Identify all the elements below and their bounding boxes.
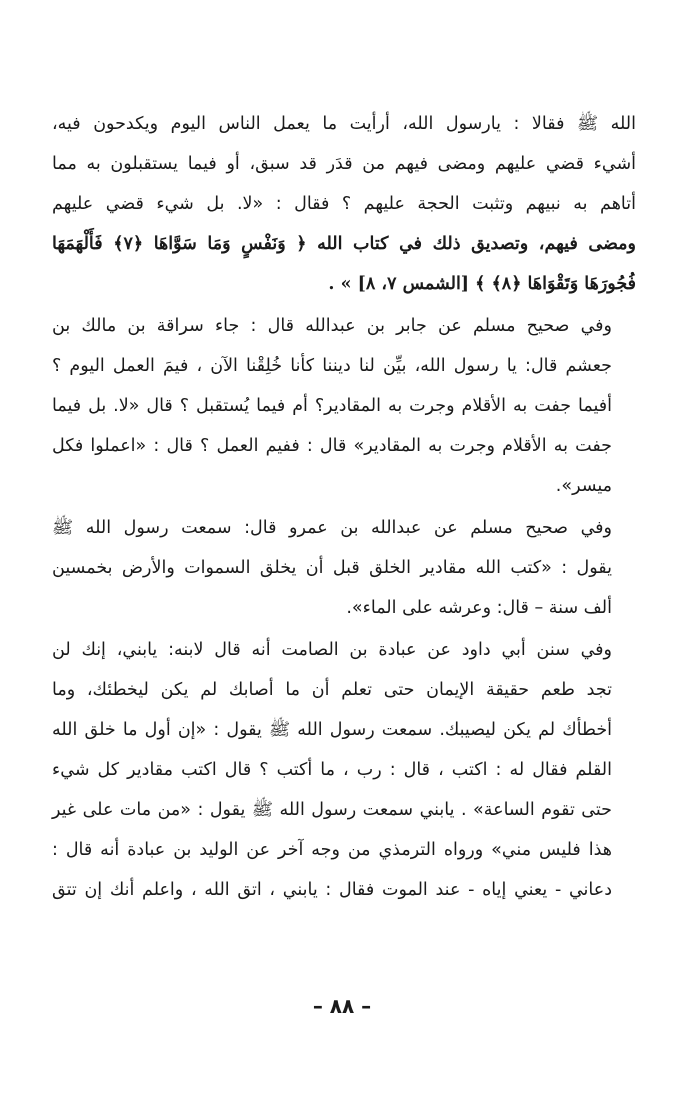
quran-verse-line: ومضى فيهم، وتصديق ذلك في كتاب الله ﴿ وَنَفْسٍ وَمَا سَوَّاهَا ﴿٧﴾ فَأَلْهَمَهَا — [52, 234, 636, 254]
paragraph-4 — [52, 630, 636, 910]
text-line: يقول : «كتب الله مقادير الخلق قبل أن يخلق السموات والأرض بخمسين — [52, 558, 612, 578]
text-line: القلم فقال له : اكتب ، قال : رب ، ما أكتب ؟ قال اكتب مقادير كل شيء — [52, 760, 612, 780]
text-line: ميسر». — [555, 476, 612, 496]
quran-verse-line: فُجُورَهَا وَتَقْوَاهَا ﴿٨﴾ ﴾ [الشمس ٧، ٨] » . — [328, 274, 636, 294]
text-line: حتى تقوم الساعة» . يابني سمعت رسول الله ﷺ يقول : «من مات على غير — [52, 800, 612, 820]
text-line: الله ﷺ فقالا : يارسول الله، أرأيت ما يعمل الناس اليوم ويكدحون فيه، — [52, 114, 636, 134]
text-line: أشيء قضي عليهم ومضى فيهم من قدَر قد سبق، أو فيما يستقبلون به مما — [52, 154, 636, 174]
page-body — [52, 104, 636, 912]
text-line: هذا فليس مني» ورواه الترمذي من وجه آخر عن الوليد بن عبادة أنه قال : — [52, 840, 612, 860]
paragraph-1 — [52, 104, 636, 304]
page-number: – ٨٨ – — [312, 994, 372, 1018]
paragraph-2 — [52, 306, 636, 506]
text-line: وفي صحيح مسلم عن جابر بن عبدالله قال : جاء سراقة بن مالك بن — [52, 316, 612, 336]
text-line: أفيما جفت به الأقلام وجرت به المقادير؟ أم فيما يُستقبل ؟ قال «لا. بل فيما — [52, 396, 612, 416]
paragraph-3 — [52, 508, 636, 628]
text-line: تجد طعم حقيقة الإيمان حتى تعلم أن ما أصابك لم يكن ليخطئك، وما — [52, 680, 612, 700]
text-line: وفي صحيح مسلم عن عبدالله بن عمرو قال: سمعت رسول الله ﷺ — [52, 518, 612, 538]
text-line: جفت به الأقلام وجرت به المقادير» قال : ففيم العمل ؟ قال : «اعملوا فكل — [52, 436, 612, 456]
text-line: وفي سنن أبي داود عن عبادة بن الصامت أنه قال لابنه: يابني، إنك لن — [52, 640, 612, 660]
text-line: أتاهم به نبيهم وتثبت الحجة عليهم ؟ فقال : «لا. بل شيء قضي عليهم — [52, 194, 636, 214]
text-line: ألف سنة – قال: وعرشه على الماء». — [346, 598, 612, 618]
text-line: أخطأك لم يكن ليصيبك. سمعت رسول الله ﷺ يقول : «إن أول ما خلق الله — [52, 720, 612, 740]
text-line: جعشم قال: يا رسول الله، بيِّن لنا ديننا كأنا خُلِقْنا الآن ، فيمَ العمل اليوم ؟ — [52, 356, 612, 376]
text-line: دعاني - يعني إياه - عند الموت فقال : يابني ، اتق الله ، واعلم أنك إن تتق — [52, 880, 612, 900]
